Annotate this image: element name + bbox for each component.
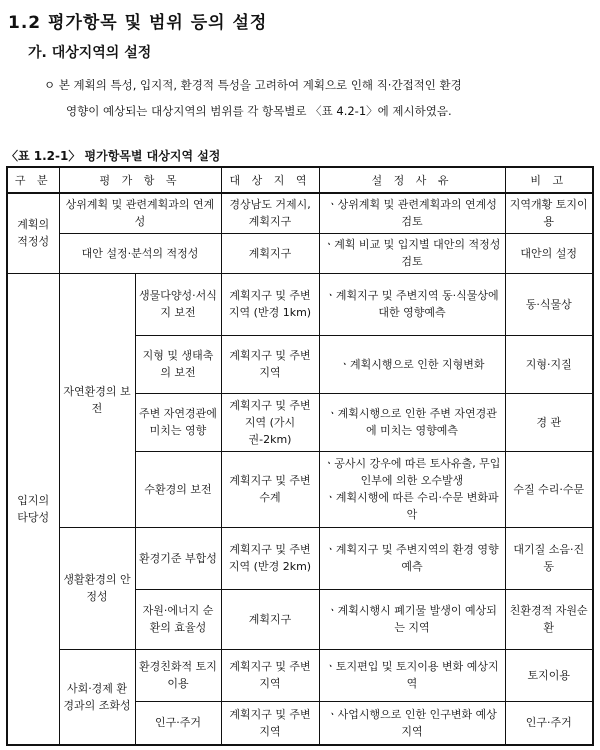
header-category: 구 분 [7,167,59,193]
reason-cell: ㆍ계획지구 및 주변지역 동·식물상에 대한 영향예측 [319,273,505,335]
item-cell: 환경기준 부합성 [135,527,221,589]
subgroup-cell: 자연환경의 보전 [59,273,135,527]
item-cell: 주변 자연경관에 미치는 영향 [135,393,221,451]
header-reason: 설 정 사 유 [319,167,505,193]
note-cell: 인구·주거 [505,701,593,745]
area-cell: 계획지구 및 주변지역 [221,335,319,393]
item-cell: 수환경의 보전 [135,451,221,527]
reason-cell: ㆍ사업시행으로 인한 인구변화 예상지역 [319,701,505,745]
subgroup-cell: 생활환경의 안정성 [59,527,135,649]
reason-line: ㆍ공사시 강우에 따른 토사유출, 무입인부에 의한 오수발생 [323,457,501,487]
item-cell: 지형 및 생태축의 보전 [135,335,221,393]
note-cell: 지형·지질 [505,335,593,393]
intro-paragraph [44,72,588,124]
note-cell: 친환경적 자원순환 [505,589,593,649]
reason-cell: ㆍ계획시행시 폐기물 발생이 예상되는 지역 [319,589,505,649]
note-cell: 대안의 설정 [505,233,593,273]
note-cell: 경 관 [505,393,593,451]
table-row [7,649,593,701]
area-cell: 계획지구 [221,589,319,649]
note-cell: 토지이용 [505,649,593,701]
note-cell: 수질 수리·수문 [505,451,593,527]
reason-cell: ㆍ계획시행으로 인한 지형변화 [319,335,505,393]
reason-cell [319,451,505,527]
reason-cell: ㆍ토지편입 및 토지이용 변화 예상지역 [319,649,505,701]
header-item: 평 가 항 목 [59,167,221,193]
item-cell: 인구·주거 [135,701,221,745]
paragraph-line-1: ㅇ 본 계획의 특성, 입지적, 환경적 특성을 고려하여 계획으로 인해 직·간접적인 환경 [44,78,462,92]
table-header-row [7,167,593,193]
item-cell: 대안 설정·분석의 적정성 [59,233,221,273]
area-cell: 계획지구 및 주변지역 (가시권-2km) [221,393,319,451]
reason-cell: ㆍ계획지구 및 주변지역의 환경 영향예측 [319,527,505,589]
item-cell: 생물다양성·서식지 보전 [135,273,221,335]
item-cell: 상위계획 및 관련계획과의 연계성 [59,193,221,233]
reason-line: ㆍ계획시행에 따른 수리·수문 변화파악 [325,491,499,521]
table-row [7,273,593,335]
area-cell: 계획지구 및 주변지역 [221,701,319,745]
area-cell: 계획지구 및 주변지역 (반경 1km) [221,273,319,335]
subgroup-cell: 사회·경제 환경과의 조화성 [59,649,135,745]
reason-cell: ㆍ계획 비교 및 입지별 대안의 적정성 검토 [319,233,505,273]
reason-cell: ㆍ계획시행으로 인한 주변 자연경관에 미치는 영향예측 [319,393,505,451]
group-cell: 계획의 적정성 [7,193,59,273]
table-row [7,193,593,233]
area-cell: 경상남도 거제시, 계획지구 [221,193,319,233]
item-cell: 자원·에너지 순환의 효율성 [135,589,221,649]
paragraph-line-2: 영향이 예상되는 대상지역의 범위를 각 항목별로 〈표 4.2-1〉에 제시하였음. [66,104,452,118]
header-note: 비 고 [505,167,593,193]
target-area-table [6,166,594,746]
note-cell: 동·식물상 [505,273,593,335]
note-cell: 지역개황 토지이용 [505,193,593,233]
area-cell: 계획지구 [221,233,319,273]
item-cell: 환경친화적 토지이용 [135,649,221,701]
section-title: 1.2 평가항목 및 범위 등의 설정 [8,13,268,33]
table-row [7,527,593,589]
header-area: 대 상 지 역 [221,167,319,193]
area-cell: 계획지구 및 주변지역 (반경 2km) [221,527,319,589]
note-cell: 대기질 소음·진동 [505,527,593,589]
group-cell: 입지의 타당성 [7,273,59,745]
table-caption: 〈표 1.2-1〉 평가항목별 대상지역 설정 [6,149,221,163]
area-cell: 계획지구 및 주변지역 [221,649,319,701]
table-row [7,233,593,273]
reason-cell: ㆍ상위계획 및 관련계획과의 연계성 검토 [319,193,505,233]
area-cell: 계획지구 및 주변수계 [221,451,319,527]
subsection-title: 가. 대상지역의 설정 [28,45,152,61]
